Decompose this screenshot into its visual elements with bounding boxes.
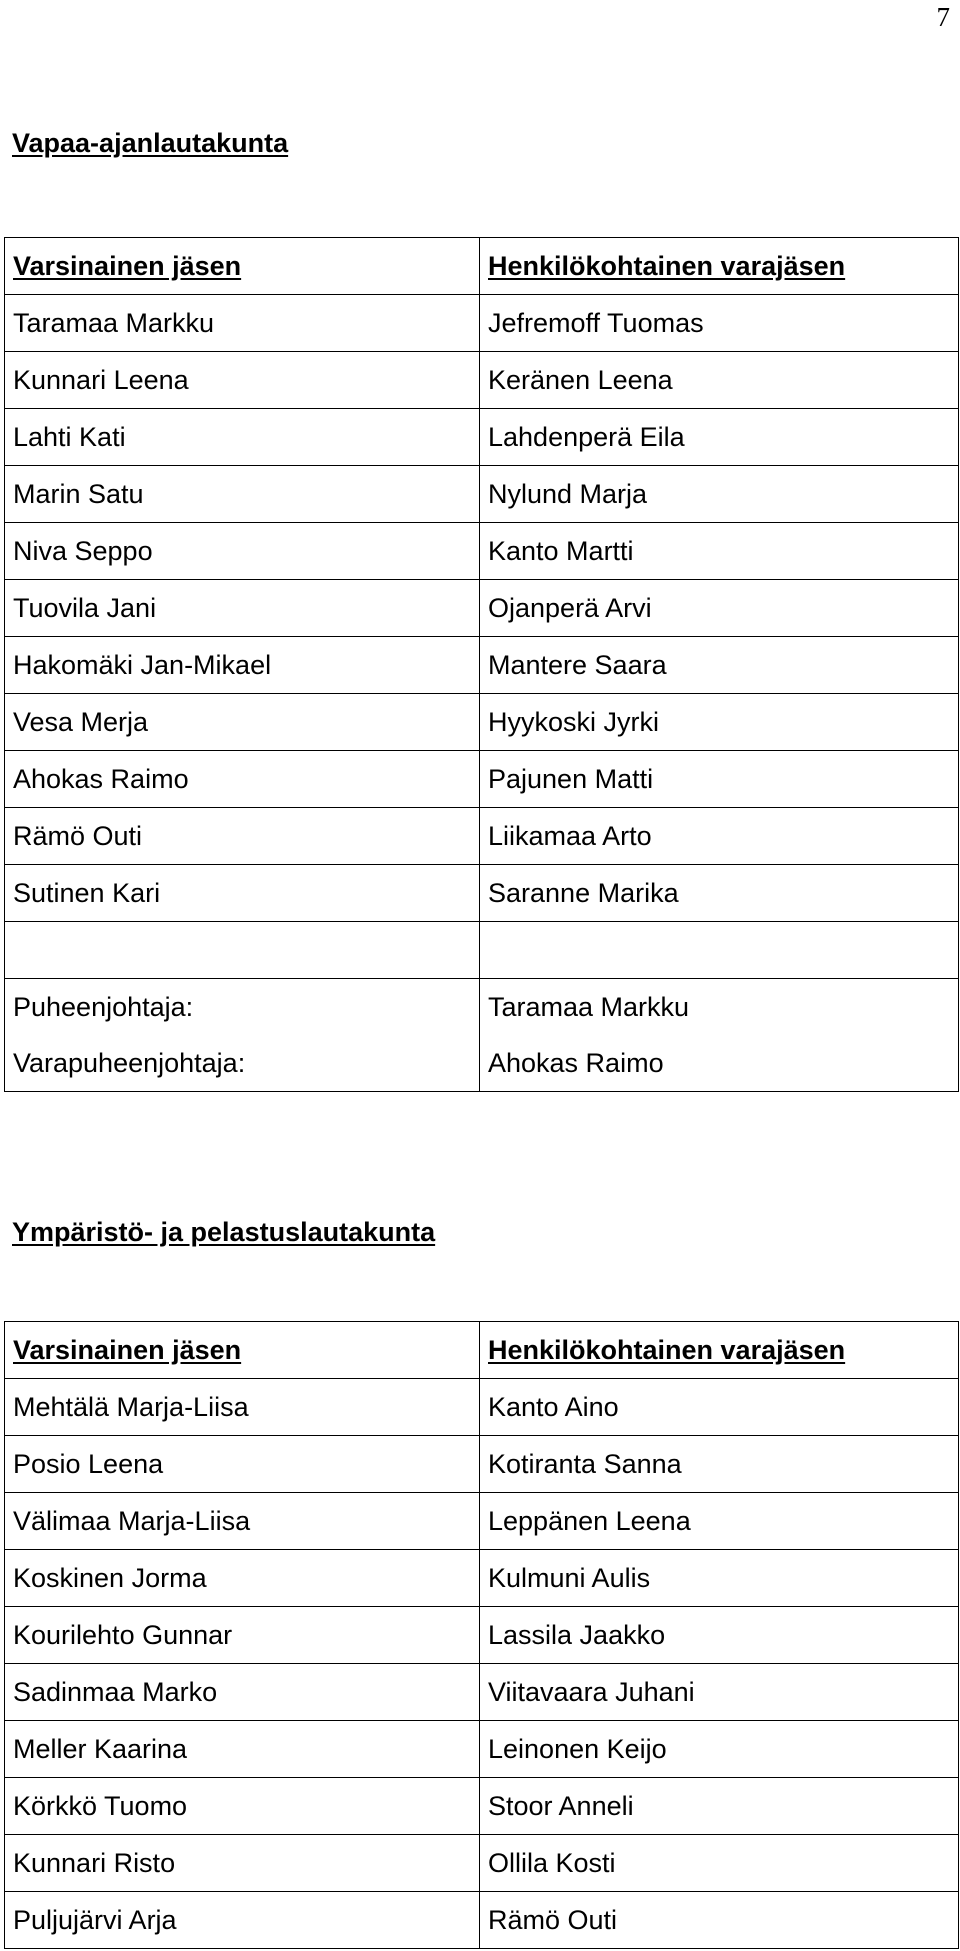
chair-name: Taramaa Markku [488,992,690,1022]
empty-cell [5,922,480,979]
officer-labels [5,979,480,1092]
table-row [5,751,959,808]
member-name: Posio Leena [5,1436,480,1493]
deputy-name: Pajunen Matti [480,751,959,808]
member-name: Kourilehto Gunnar [5,1607,480,1664]
members-table-ymparisto-ja-pelastuslautakunta [4,1321,959,1949]
deputy-name: Keränen Leena [480,352,959,409]
empty-row [5,922,959,979]
member-name: Lahti Kati [5,409,480,466]
table-row [5,1436,959,1493]
table-row [5,409,959,466]
table-row [5,1892,959,1949]
deputy-name: Leinonen Keijo [480,1721,959,1778]
deputy-name: Hyykoski Jyrki [480,694,959,751]
column-header-deputy: Henkilökohtainen varajäsen [480,1322,959,1379]
member-name: Välimaa Marja-Liisa [5,1493,480,1550]
member-name: Hakomäki Jan-Mikael [5,637,480,694]
deputy-name: Rämö Outi [480,1892,959,1949]
officers-row [5,979,959,1092]
deputy-name: Lassila Jaakko [480,1607,959,1664]
member-name: Mehtälä Marja-Liisa [5,1379,480,1436]
table-row [5,1550,959,1607]
member-name: Vesa Merja [5,694,480,751]
deputy-name: Lahdenperä Eila [480,409,959,466]
officer-names [480,979,959,1092]
member-name: Kunnari Risto [5,1835,480,1892]
member-name: Koskinen Jorma [5,1550,480,1607]
vice-chair-label: Varapuheenjohtaja: [13,1048,246,1078]
vice-chair-name: Ahokas Raimo [488,1048,664,1078]
deputy-name: Kanto Martti [480,523,959,580]
table-row [5,1721,959,1778]
chair-label: Puheenjohtaja: [13,992,194,1022]
empty-cell [480,922,959,979]
section-title-vapaa-ajanlautakunta: Vapaa-ajanlautakunta [12,128,289,158]
member-name: Puljujärvi Arja [5,1892,480,1949]
table-row [5,865,959,922]
member-name: Kunnari Leena [5,352,480,409]
page-number: 7 [936,2,950,32]
table-row [5,1835,959,1892]
table-row [5,352,959,409]
member-name: Taramaa Markku [5,295,480,352]
deputy-name: Ojanperä Arvi [480,580,959,637]
deputy-name: Kotiranta Sanna [480,1436,959,1493]
deputy-name: Nylund Marja [480,466,959,523]
deputy-name: Stoor Anneli [480,1778,959,1835]
member-name: Körkkö Tuomo [5,1778,480,1835]
member-name: Marin Satu [5,466,480,523]
table-row [5,580,959,637]
member-name: Ahokas Raimo [5,751,480,808]
table-header-row [5,1322,959,1379]
table-row [5,1778,959,1835]
deputy-name: Saranne Marika [480,865,959,922]
table-row [5,523,959,580]
member-name: Rämö Outi [5,808,480,865]
table-row [5,1493,959,1550]
member-name: Meller Kaarina [5,1721,480,1778]
deputy-name: Kulmuni Aulis [480,1550,959,1607]
table-row [5,466,959,523]
column-header-deputy: Henkilökohtainen varajäsen [480,238,959,295]
table-row [5,1664,959,1721]
table-header-row [5,238,959,295]
deputy-name: Kanto Aino [480,1379,959,1436]
deputy-name: Mantere Saara [480,637,959,694]
deputy-name: Leppänen Leena [480,1493,959,1550]
member-name: Sutinen Kari [5,865,480,922]
table-row [5,637,959,694]
member-name: Niva Seppo [5,523,480,580]
section-title-ymparisto-ja-pelastuslautakunta: Ympäristö- ja pelastuslautakunta [12,1217,436,1247]
column-header-member: Varsinainen jäsen [5,238,480,295]
deputy-name: Liikamaa Arto [480,808,959,865]
table-row [5,1607,959,1664]
deputy-name: Viitavaara Juhani [480,1664,959,1721]
deputy-name: Jefremoff Tuomas [480,295,959,352]
table-row [5,808,959,865]
member-name: Tuovila Jani [5,580,480,637]
table-row [5,1379,959,1436]
deputy-name: Ollila Kosti [480,1835,959,1892]
column-header-member: Varsinainen jäsen [5,1322,480,1379]
member-name: Sadinmaa Marko [5,1664,480,1721]
table-row [5,295,959,352]
table-row [5,694,959,751]
members-table-vapaa-ajanlautakunta [4,237,959,1092]
